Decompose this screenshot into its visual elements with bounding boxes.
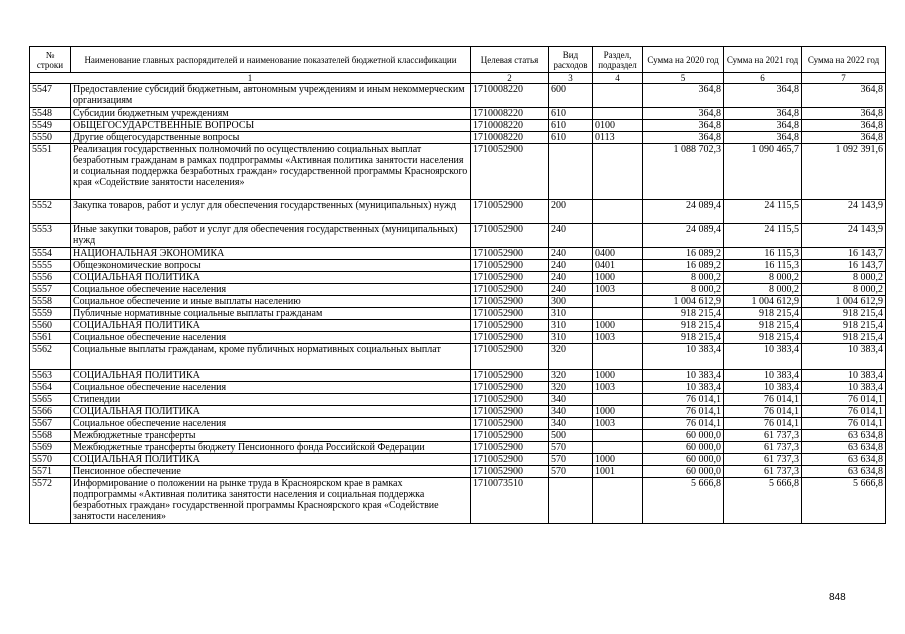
table-row [30, 120, 886, 132]
row-sum-2022: 10 383,4 [802, 382, 886, 394]
row-target-article: 1710052900 [471, 370, 549, 382]
row-target-article: 1710052900 [471, 442, 549, 454]
table-row [30, 260, 886, 272]
row-sum-2021: 918 215,4 [724, 332, 802, 344]
row-expense-type: 570 [549, 466, 593, 478]
row-number: 5571 [30, 466, 71, 478]
row-target-article: 1710052900 [471, 296, 549, 308]
row-sum-2020: 5 666,8 [643, 478, 724, 524]
row-target-article: 1710052900 [471, 272, 549, 284]
row-section: 0113 [593, 132, 643, 144]
row-sum-2021: 8 000,2 [724, 284, 802, 296]
row-target-article: 1710008220 [471, 120, 549, 132]
row-name: Межбюджетные трансферты [71, 430, 471, 442]
row-sum-2020: 76 014,1 [643, 418, 724, 430]
row-section: 1003 [593, 382, 643, 394]
header-num-6: 6 [724, 73, 802, 84]
header-row-number: № строки [30, 47, 71, 73]
row-sum-2020: 60 000,0 [643, 442, 724, 454]
row-section [593, 308, 643, 320]
row-sum-2020: 918 215,4 [643, 332, 724, 344]
row-sum-2020: 8 000,2 [643, 284, 724, 296]
row-sum-2022: 918 215,4 [802, 332, 886, 344]
row-section: 0400 [593, 248, 643, 260]
row-name: Социальное обеспечение населения [71, 418, 471, 430]
row-name: Закупка товаров, работ и услуг для обеспечения государственных (муниципальных) нужд [71, 200, 471, 224]
row-section: 0100 [593, 120, 643, 132]
row-section: 1000 [593, 370, 643, 382]
table-row [30, 272, 886, 284]
row-sum-2021: 61 737,3 [724, 454, 802, 466]
row-expense-type: 610 [549, 108, 593, 120]
row-sum-2021: 76 014,1 [724, 394, 802, 406]
row-sum-2020: 1 004 612,9 [643, 296, 724, 308]
table-row [30, 108, 886, 120]
row-target-article: 1710052900 [471, 466, 549, 478]
table-row [30, 308, 886, 320]
header-num-2: 2 [471, 73, 549, 84]
row-section [593, 108, 643, 120]
row-sum-2021: 76 014,1 [724, 418, 802, 430]
row-expense-type: 240 [549, 284, 593, 296]
row-name: Социальное обеспечение населения [71, 332, 471, 344]
table-row [30, 332, 886, 344]
row-sum-2022: 76 014,1 [802, 418, 886, 430]
row-name: НАЦИОНАЛЬНАЯ ЭКОНОМИКА [71, 248, 471, 260]
header-num-1: 1 [30, 73, 471, 84]
row-sum-2022: 63 634,8 [802, 442, 886, 454]
row-target-article: 1710052900 [471, 308, 549, 320]
row-sum-2022: 24 143,9 [802, 200, 886, 224]
row-target-article: 1710052900 [471, 344, 549, 370]
row-section: 1000 [593, 272, 643, 284]
header-name: Наименование главных распорядителей и наименование показателей бюджетной классификации [71, 47, 471, 73]
row-name: Предоставление субсидий бюджетным, автономным учреждениям и иным некоммерческим организациям [71, 84, 471, 108]
row-name: Публичные нормативные социальные выплаты гражданам [71, 308, 471, 320]
row-expense-type: 240 [549, 260, 593, 272]
row-sum-2022: 16 143,7 [802, 248, 886, 260]
table-row [30, 320, 886, 332]
row-sum-2020: 76 014,1 [643, 394, 724, 406]
header-num-4: 4 [593, 73, 643, 84]
table-header [30, 47, 886, 84]
page-number: 848 [829, 592, 846, 603]
row-sum-2021: 16 115,3 [724, 248, 802, 260]
row-sum-2022: 5 666,8 [802, 478, 886, 524]
row-name: Реализация государственных полномочий по осуществлению социальных выплат безработным гражданам в рамках подпрограммы «Активная политика занятости населения и социальная поддержка безработных граждан» государственной программы Красноярского края «Содействие занятости населения» [71, 144, 471, 200]
row-sum-2021: 8 000,2 [724, 272, 802, 284]
header-num-3: 3 [549, 73, 593, 84]
row-number: 5560 [30, 320, 71, 332]
row-sum-2022: 364,8 [802, 108, 886, 120]
row-number: 5559 [30, 308, 71, 320]
table-row [30, 144, 886, 200]
header-sum-2021: Сумма на 2021 год [724, 47, 802, 73]
row-number: 5547 [30, 84, 71, 108]
row-name: Иные закупки товаров, работ и услуг для обеспечения государственных (муниципальных) нужд [71, 224, 471, 248]
table-row [30, 284, 886, 296]
header-sum-2020: Сумма на 2020 год [643, 47, 724, 73]
row-target-article: 1710052900 [471, 382, 549, 394]
row-expense-type [549, 478, 593, 524]
row-number: 5555 [30, 260, 71, 272]
row-number: 5548 [30, 108, 71, 120]
row-section [593, 344, 643, 370]
row-target-article: 1710052900 [471, 332, 549, 344]
row-sum-2020: 364,8 [643, 120, 724, 132]
row-number: 5550 [30, 132, 71, 144]
row-name: Пенсионное обеспечение [71, 466, 471, 478]
row-target-article: 1710052900 [471, 144, 549, 200]
row-name: Другие общегосударственные вопросы [71, 132, 471, 144]
row-sum-2022: 8 000,2 [802, 284, 886, 296]
row-target-article: 1710052900 [471, 320, 549, 332]
row-sum-2021: 364,8 [724, 108, 802, 120]
row-expense-type: 310 [549, 332, 593, 344]
row-number: 5569 [30, 442, 71, 454]
table-row [30, 382, 886, 394]
table-row [30, 84, 886, 108]
row-target-article: 1710052900 [471, 394, 549, 406]
row-number: 5554 [30, 248, 71, 260]
header-sum-2022: Сумма на 2022 год [802, 47, 886, 73]
row-expense-type: 310 [549, 308, 593, 320]
row-sum-2021: 61 737,3 [724, 442, 802, 454]
row-name: Межбюджетные трансферты бюджету Пенсионного фонда Российской Федерации [71, 442, 471, 454]
table-row [30, 442, 886, 454]
row-sum-2021: 24 115,5 [724, 200, 802, 224]
header-expense-type: Вид расходов [549, 47, 593, 73]
row-sum-2021: 5 666,8 [724, 478, 802, 524]
row-section: 1000 [593, 320, 643, 332]
row-sum-2022: 24 143,9 [802, 224, 886, 248]
row-number: 5565 [30, 394, 71, 406]
row-section: 1001 [593, 466, 643, 478]
row-sum-2021: 76 014,1 [724, 406, 802, 418]
header-num-5: 5 [643, 73, 724, 84]
row-name: СОЦИАЛЬНАЯ ПОЛИТИКА [71, 454, 471, 466]
row-name: Информирование о положении на рынке труда в Красноярском крае в рамках подпрограммы «Активная политика занятости населения и социальная поддержка безработных граждан» государственной программы Красноярского края «Содействие занятости населения» [71, 478, 471, 524]
row-sum-2020: 364,8 [643, 132, 724, 144]
row-number: 5564 [30, 382, 71, 394]
row-number: 5549 [30, 120, 71, 132]
row-target-article: 1710008220 [471, 84, 549, 108]
row-sum-2020: 24 089,4 [643, 200, 724, 224]
row-sum-2022: 76 014,1 [802, 394, 886, 406]
row-expense-type: 240 [549, 224, 593, 248]
table-row [30, 248, 886, 260]
row-expense-type: 320 [549, 370, 593, 382]
row-section [593, 84, 643, 108]
row-sum-2022: 364,8 [802, 84, 886, 108]
row-sum-2020: 10 383,4 [643, 382, 724, 394]
row-sum-2021: 918 215,4 [724, 308, 802, 320]
row-expense-type: 610 [549, 120, 593, 132]
row-name: Социальные выплаты гражданам, кроме публичных нормативных социальных выплат [71, 344, 471, 370]
row-sum-2020: 60 000,0 [643, 430, 724, 442]
header-num-7: 7 [802, 73, 886, 84]
row-number: 5553 [30, 224, 71, 248]
row-expense-type: 200 [549, 200, 593, 224]
row-expense-type: 500 [549, 430, 593, 442]
row-sum-2022: 10 383,4 [802, 370, 886, 382]
row-section [593, 200, 643, 224]
table-row [30, 466, 886, 478]
table-row [30, 296, 886, 308]
row-number: 5563 [30, 370, 71, 382]
row-number: 5566 [30, 406, 71, 418]
row-sum-2020: 364,8 [643, 108, 724, 120]
row-sum-2021: 364,8 [724, 120, 802, 132]
header-section: Раздел, подраздел [593, 47, 643, 73]
row-sum-2022: 918 215,4 [802, 320, 886, 332]
row-name: Социальное обеспечение населения [71, 284, 471, 296]
row-expense-type: 240 [549, 248, 593, 260]
row-number: 5556 [30, 272, 71, 284]
row-name: СОЦИАЛЬНАЯ ПОЛИТИКА [71, 272, 471, 284]
row-section [593, 394, 643, 406]
row-target-article: 1710008220 [471, 108, 549, 120]
row-number: 5570 [30, 454, 71, 466]
row-number: 5558 [30, 296, 71, 308]
row-target-article: 1710008220 [471, 132, 549, 144]
row-sum-2022: 63 634,8 [802, 454, 886, 466]
row-expense-type: 600 [549, 84, 593, 108]
row-number: 5562 [30, 344, 71, 370]
row-sum-2022: 16 143,7 [802, 260, 886, 272]
row-sum-2022: 63 634,8 [802, 466, 886, 478]
row-section: 1003 [593, 418, 643, 430]
row-sum-2020: 10 383,4 [643, 344, 724, 370]
row-number: 5572 [30, 478, 71, 524]
row-sum-2020: 16 089,2 [643, 260, 724, 272]
row-sum-2021: 1 090 465,7 [724, 144, 802, 200]
table-row [30, 370, 886, 382]
row-sum-2020: 60 000,0 [643, 454, 724, 466]
row-target-article: 1710052900 [471, 418, 549, 430]
row-sum-2022: 364,8 [802, 120, 886, 132]
row-section [593, 144, 643, 200]
row-sum-2022: 1 004 612,9 [802, 296, 886, 308]
row-sum-2022: 364,8 [802, 132, 886, 144]
row-number: 5552 [30, 200, 71, 224]
row-sum-2020: 1 088 702,3 [643, 144, 724, 200]
row-sum-2020: 10 383,4 [643, 370, 724, 382]
table-row [30, 132, 886, 144]
row-section: 1003 [593, 332, 643, 344]
row-sum-2020: 24 089,4 [643, 224, 724, 248]
row-name: СОЦИАЛЬНАЯ ПОЛИТИКА [71, 370, 471, 382]
row-sum-2022: 76 014,1 [802, 406, 886, 418]
header-target-article: Целевая статья [471, 47, 549, 73]
row-number: 5557 [30, 284, 71, 296]
row-sum-2022: 918 215,4 [802, 308, 886, 320]
row-name: Субсидии бюджетным учреждениям [71, 108, 471, 120]
row-section [593, 296, 643, 308]
row-expense-type: 340 [549, 418, 593, 430]
row-expense-type: 300 [549, 296, 593, 308]
row-target-article: 1710073510 [471, 478, 549, 524]
table-row [30, 394, 886, 406]
row-expense-type: 240 [549, 272, 593, 284]
row-sum-2022: 1 092 391,6 [802, 144, 886, 200]
table-row [30, 406, 886, 418]
row-name: СОЦИАЛЬНАЯ ПОЛИТИКА [71, 406, 471, 418]
budget-table [29, 46, 886, 524]
row-section: 0401 [593, 260, 643, 272]
table-row [30, 344, 886, 370]
row-sum-2022: 10 383,4 [802, 344, 886, 370]
row-sum-2020: 60 000,0 [643, 466, 724, 478]
row-sum-2021: 61 737,3 [724, 430, 802, 442]
row-target-article: 1710052900 [471, 260, 549, 272]
row-expense-type [549, 144, 593, 200]
row-sum-2021: 10 383,4 [724, 382, 802, 394]
row-section: 1000 [593, 454, 643, 466]
row-number: 5551 [30, 144, 71, 200]
row-expense-type: 310 [549, 320, 593, 332]
row-section: 1003 [593, 284, 643, 296]
table-row [30, 418, 886, 430]
row-expense-type: 320 [549, 344, 593, 370]
row-sum-2022: 8 000,2 [802, 272, 886, 284]
row-section [593, 224, 643, 248]
row-sum-2020: 76 014,1 [643, 406, 724, 418]
row-sum-2021: 918 215,4 [724, 320, 802, 332]
row-expense-type: 570 [549, 454, 593, 466]
row-sum-2021: 16 115,3 [724, 260, 802, 272]
row-target-article: 1710052900 [471, 224, 549, 248]
row-sum-2020: 918 215,4 [643, 308, 724, 320]
table-body [30, 84, 886, 524]
row-sum-2021: 24 115,5 [724, 224, 802, 248]
row-expense-type: 320 [549, 382, 593, 394]
row-sum-2022: 63 634,8 [802, 430, 886, 442]
row-section [593, 430, 643, 442]
row-expense-type: 570 [549, 442, 593, 454]
row-name: Стипендии [71, 394, 471, 406]
row-target-article: 1710052900 [471, 284, 549, 296]
table-row [30, 454, 886, 466]
row-name: Социальное обеспечение населения [71, 382, 471, 394]
row-name: СОЦИАЛЬНАЯ ПОЛИТИКА [71, 320, 471, 332]
row-sum-2021: 61 737,3 [724, 466, 802, 478]
row-number: 5568 [30, 430, 71, 442]
row-sum-2021: 364,8 [724, 132, 802, 144]
row-sum-2021: 1 004 612,9 [724, 296, 802, 308]
row-sum-2021: 10 383,4 [724, 344, 802, 370]
row-number: 5567 [30, 418, 71, 430]
row-sum-2021: 10 383,4 [724, 370, 802, 382]
row-target-article: 1710052900 [471, 200, 549, 224]
table-row [30, 200, 886, 224]
row-expense-type: 340 [549, 394, 593, 406]
table-row [30, 478, 886, 524]
row-name: ОБЩЕГОСУДАРСТВЕННЫЕ ВОПРОСЫ [71, 120, 471, 132]
row-target-article: 1710052900 [471, 430, 549, 442]
row-sum-2020: 918 215,4 [643, 320, 724, 332]
row-sum-2020: 8 000,2 [643, 272, 724, 284]
row-sum-2021: 364,8 [724, 84, 802, 108]
row-sum-2020: 16 089,2 [643, 248, 724, 260]
row-expense-type: 340 [549, 406, 593, 418]
table-row [30, 430, 886, 442]
row-target-article: 1710052900 [471, 406, 549, 418]
table-row [30, 224, 886, 248]
row-number: 5561 [30, 332, 71, 344]
row-target-article: 1710052900 [471, 454, 549, 466]
row-sum-2020: 364,8 [643, 84, 724, 108]
row-section [593, 442, 643, 454]
row-section [593, 478, 643, 524]
row-expense-type: 610 [549, 132, 593, 144]
row-section: 1000 [593, 406, 643, 418]
row-name: Социальное обеспечение и иные выплаты населению [71, 296, 471, 308]
row-name: Общеэкономические вопросы [71, 260, 471, 272]
row-target-article: 1710052900 [471, 248, 549, 260]
